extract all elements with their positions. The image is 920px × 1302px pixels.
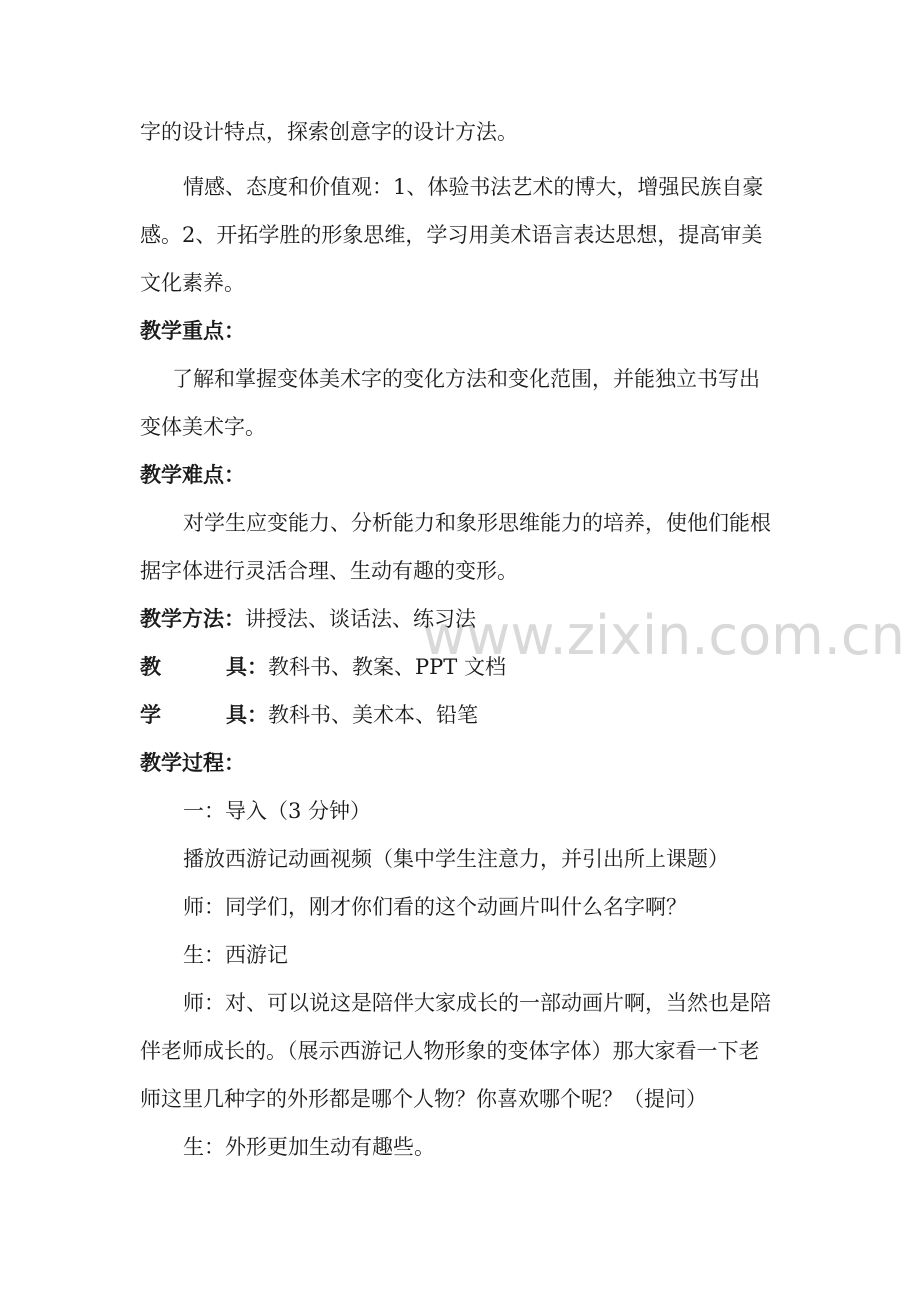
paragraph-line: 情感、态度和价值观：1、体验书法艺术的博大，增强民族自豪	[183, 175, 764, 199]
teaching-method-value: 讲授法、谈话法、练习法	[245, 607, 476, 631]
teaching-tools-label-b: 具：	[226, 654, 268, 679]
teaching-tools-label-a: 教	[140, 654, 161, 679]
learning-tools-row	[140, 700, 478, 730]
section-heading-focus: 教学重点：	[140, 318, 245, 343]
watermark: www.zixin.com.cn	[422, 604, 905, 667]
paragraph-line: 了解和掌握变体美术字的变化方法和变化范围，并能独立书写出	[172, 367, 760, 391]
paragraph-line: 伴老师成长的。（展示西游记人物形象的变体字体）那大家看一下老	[140, 1039, 760, 1063]
learning-tools-label-b: 具：	[226, 702, 268, 727]
paragraph-line: 文化素养。	[140, 271, 245, 295]
teaching-method-label: 教学方法：	[140, 606, 245, 631]
paragraph-line: 师这里几种字的外形都是哪个人物？你喜欢哪个呢？（提问）	[140, 1087, 707, 1111]
paragraph-line: 变体美术字。	[140, 415, 266, 439]
teaching-method-row	[140, 604, 476, 634]
paragraph-line: 师：同学们，刚才你们看的这个动画片叫什么名字啊？	[183, 895, 687, 919]
paragraph-line: 播放西游记动画视频（集中学生注意力，并引出所上课题）	[183, 847, 729, 871]
teaching-tools-row	[140, 652, 506, 682]
paragraph-line: 对学生应变能力、分析能力和象形思维能力的培养，使他们能根	[183, 511, 771, 535]
learning-tools-value: 教科书、美术本、铅笔	[268, 703, 478, 727]
paragraph-line: 师：对、可以说这是陪伴大家成长的一部动画片啊，当然也是陪	[183, 991, 771, 1015]
paragraph-line: 据字体进行灵活合理、生动有趣的变形。	[140, 559, 518, 583]
section-heading-difficulty: 教学难点：	[140, 462, 245, 487]
paragraph-line: 生：西游记	[183, 943, 288, 967]
learning-tools-label-a: 学	[140, 702, 161, 727]
teaching-tools-value: 教科书、教案、PPT 文档	[268, 655, 506, 679]
paragraph-line: 生：外形更加生动有趣些。	[183, 1135, 435, 1159]
section-heading-process: 教学过程：	[140, 750, 245, 775]
paragraph-line: 感。2、开拓学胜的形象思维，学习用美术语言表达思想，提高审美	[140, 223, 763, 247]
paragraph-line: 字的设计特点，探索创意字的设计方法。	[140, 120, 518, 144]
paragraph-line: 一：导入（3 分钟）	[183, 799, 372, 823]
